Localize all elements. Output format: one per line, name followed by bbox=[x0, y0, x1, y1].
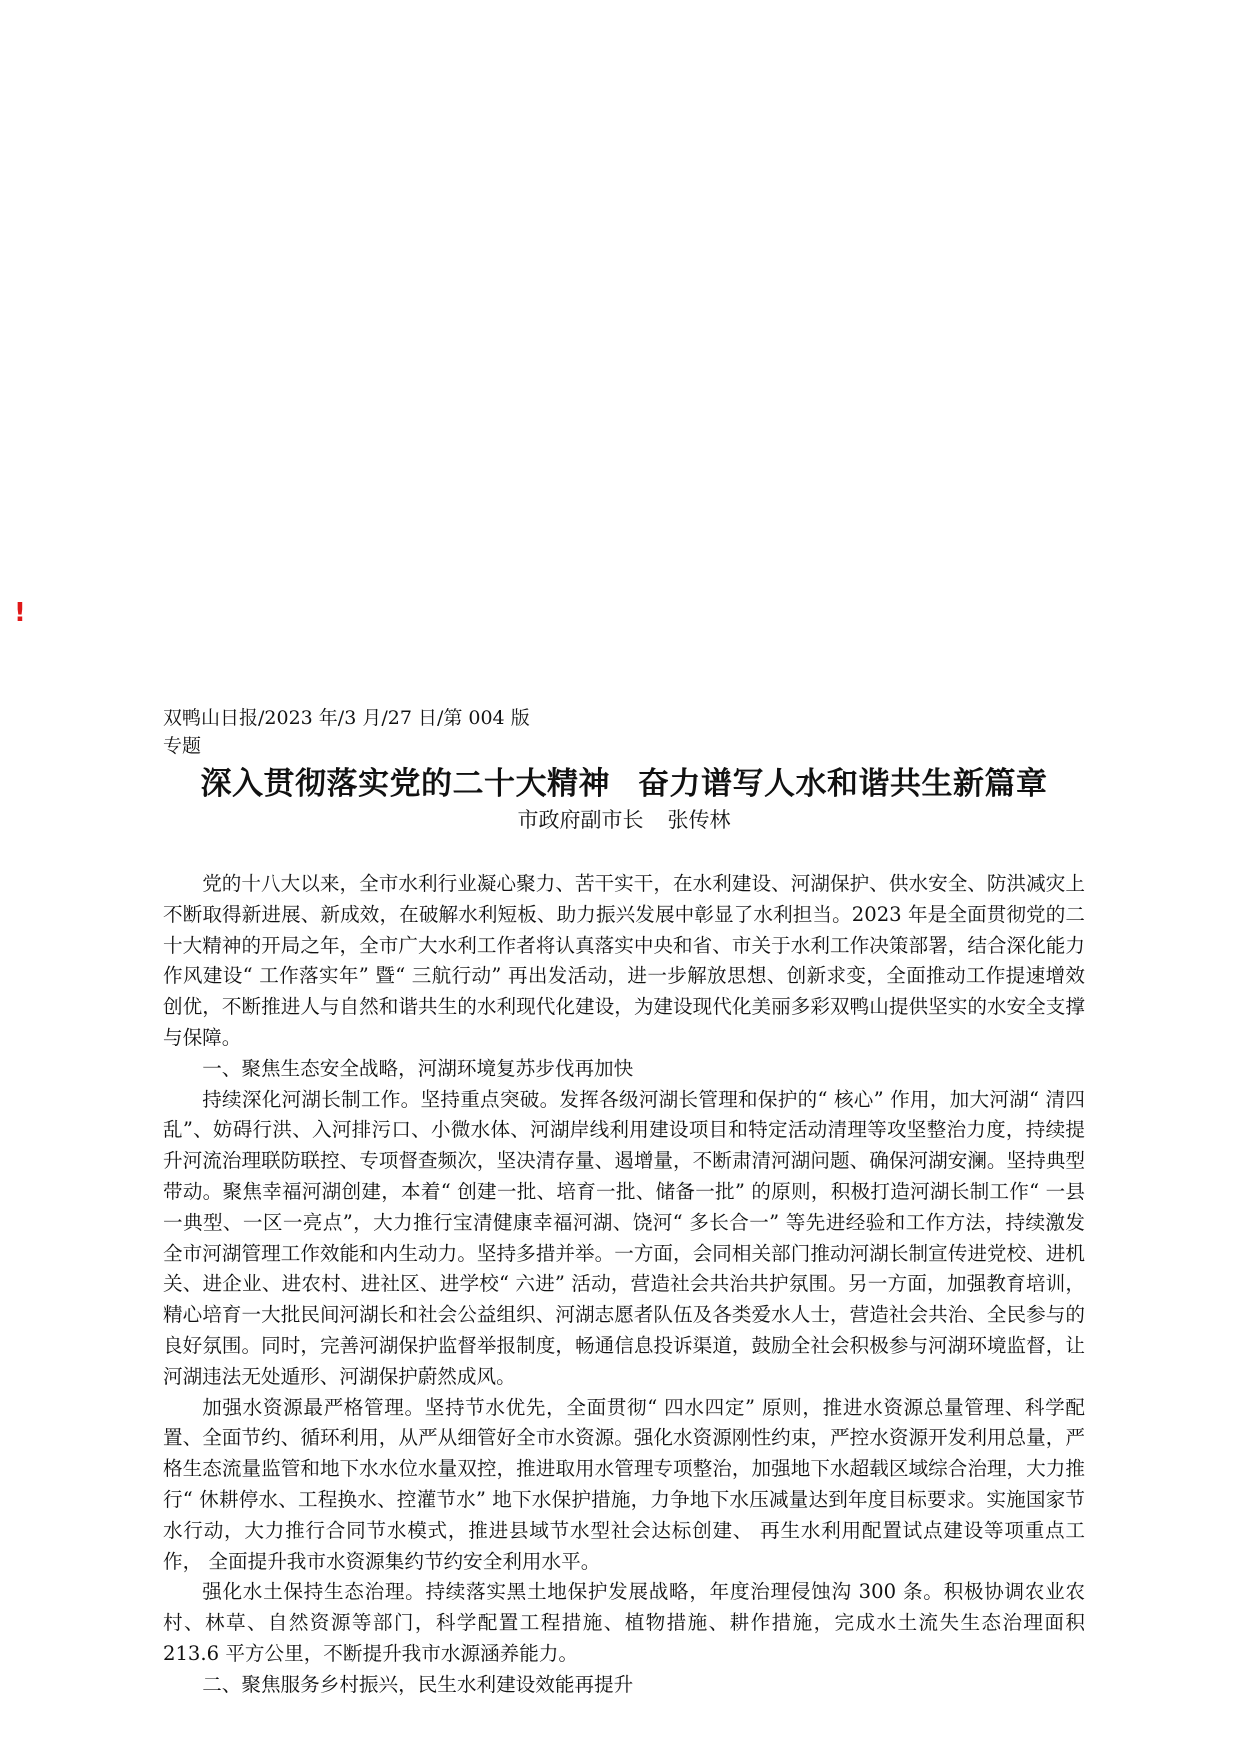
paragraph-river-lake-chief: 持续深化河湖长制工作。坚持重点突破。发挥各级河湖长管理和保护的“ 核心” 作用，加大河湖“ 清四乱”、妨碍行洪、入河排污口、小微水体、河湖岸线利用建设项目和特定活动清理等攻坚整治力度，持续提升河流治理联防联控、专项督查频次，坚决清存量、遏增量，不断肃清河湖问题、确保河湖安澜。坚持典型带动。聚焦幸福河湖创建，本着“ 创建一批、培育一批、储备一批” 的原则，积极打造河湖长制工作“ 一县一典型、一区一亮点”，大力推行宝清健康幸福河湖、饶河“ 多长合一” 等先进经验和工作方法，持续激发全市河湖管理工作效能和内生动力。坚持多措并举。一方面，会同相关部门推动河湖长制宣传进党校、进机关、进企业、进农村、进社区、进学校“ 六进” 活动，营造社会共治共护氛围。另一方面，加强教育培训，精心培育一大批民间河湖长和社会公益组织、河湖志愿者队伍及各类爱水人士，营造社会共治、全民参与的良好氛围。同时，完善河湖保护监督举报制度，畅通信息投诉渠道，鼓励全社会积极参与河湖环境监督，让河湖违法无处遁形、河湖保护蔚然成风。 bbox=[163, 1087, 1085, 1388]
exclamation-mark: ! bbox=[14, 598, 26, 628]
paragraph-water-resources: 加强水资源最严格管理。坚持节水优先，全面贯彻“ 四水四定” 原则，推进水资源总量管理、科学配置、全面节约、循环利用，从严从细管好全市水资源。强化水资源刚性约束，严控水资源开发利用总量，严格生态流量监管和地下水水位水量双控，推进取用水管理专项整治，加强地下水超载区域综合治理，大力推行“ 休耕停水、工程换水、控灌节水” 地下水保护措施，力争地下水压减量达到年度目标要求。实施国家节水行动，大力推行合同节水模式，推进县域节水型社会达标创建、 再生水利用配置试点建设等项重点工作， 全面提升我市水资源集约节约安全利用水平。 bbox=[163, 1395, 1085, 1573]
article-title bbox=[159, 763, 1089, 805]
article-body bbox=[163, 869, 1085, 1701]
section-heading-2: 二、聚焦服务乡村振兴，民生水利建设效能再提升 bbox=[202, 1672, 634, 1696]
author-byline bbox=[163, 805, 1085, 835]
section-heading-1: 一、聚焦生态安全战略，河湖环境复苏步伐再加快 bbox=[202, 1056, 634, 1080]
author-position: 市政府副市长 bbox=[517, 808, 644, 832]
document-body bbox=[163, 704, 1085, 1701]
article-title-part-1: 深入贯彻落实党的二十大精神 bbox=[200, 766, 610, 802]
paragraph-intro: 党的十八大以来，全市水利行业凝心聚力、苦干实干，在水利建设、河湖保护、供水安全、防洪减灾上不断取得新进展、新成效，在破解水利短板、助力振兴发展中彰显了水利担当。2023 年是全面贯彻党的二十大精神的开局之年，全市广大水利工作者将认真落实中央和省、市关于水利工作决策部署，结合深化能力作风建设“ 工作落实年” 暨“ 三航行动” 再出发活动，进一步解放思想、创新求变，全面推动工作提速增效创优，不断推进人与自然和谐共生的水利现代化建设，为建设现代化美丽多彩双鸭山提供坚实的水安全支撑与保障。 bbox=[163, 872, 1085, 1049]
source-line: 双鸭山日报/2023 年/3 月/27 日/第 004 版专题 bbox=[163, 707, 530, 757]
article-title-part-2: 奋力谱写人水和谐共生新篇章 bbox=[638, 766, 1048, 802]
paragraph-soil-conservation: 强化水土保持生态治理。持续落实黑土地保护发展战略，年度治理侵蚀沟 300 条。积极协调农业农村、林草、自然资源等部门，科学配置工程措施、植物措施、耕作措施，完成水土流失生态治理面积 213.6 平方公里，不断提升我市水源涵养能力。 bbox=[163, 1580, 1085, 1665]
author-name: 张传林 bbox=[667, 808, 731, 832]
